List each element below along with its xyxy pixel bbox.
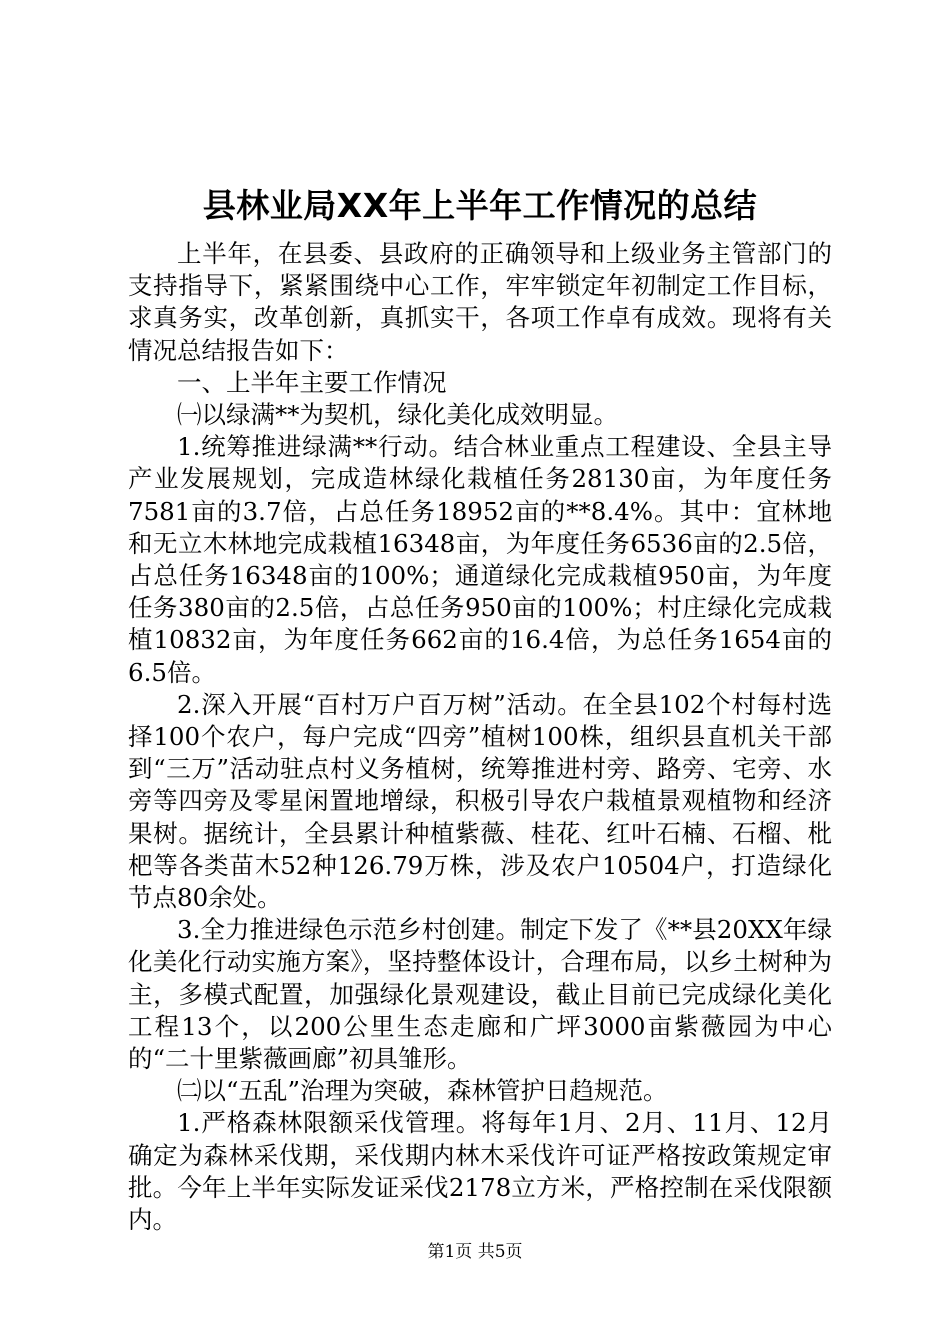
page-number-footer: 第1页 共5页 (427, 1242, 523, 1262)
subsection-heading-greening: ㈠以绿满**为契机，绿化美化成效明显。 (177, 400, 618, 430)
section-heading-main-work: 一、上半年主要工作情况 (177, 367, 447, 397)
document-title: 县林业局XX年上半年工作情况的总结 (202, 186, 758, 225)
document-body (128, 238, 832, 1236)
intro-paragraph: 上半年，在县委、县政府的正确领导和上级业务主管部门的支持指导下，紧紧围绕中心工作，牢牢锁定年初制定工作目标，求真务实，改革创新，真抓实干，各项工作卓有成效。现将有关情况总结报告如下： (128, 239, 832, 365)
paragraph-logging-quota: 1.严格森林限额采伐管理。将每年1月、2月、11月、12月确定为森林采伐期，采伐期内林木采伐许可证严格按政策规定审批。今年上半年实际发证采伐2178立方米，严格控制在采伐限额内。 (128, 1108, 832, 1235)
paragraph-demo-villages: 3.全力推进绿色示范乡村创建。制定下发了《**县20XX年绿化美化行动实施方案》，坚持整体设计，合理布局，以乡土树种为主，多模式配置，加强绿化景观建设，截止目前已完成绿化美化工程13个，以200公里生态走廊和广坪3000亩紫薇园为中心的“二十里紫薇画廊”初具雏形。 (128, 915, 832, 1074)
subsection-heading-forest-protection: ㈡以“五乱”治理为突破，森林管护日趋规范。 (177, 1076, 668, 1106)
paragraph-village-trees: 2.深入开展“百村万户百万树”活动。在全县102个村每村选择100个农户，每户完成“四旁”植树100株，组织县直机关干部到“三万”活动驻点村义务植树，统筹推进村旁、路旁、宅旁、水旁等四旁及零星闲置地增绿，积极引导农户栽植景观植物和经济果树。据统计，全县累计种植紫薇、桂花、红叶石楠、石榴、枇杷等各类苗木52种126.79万株，涉及农户10504户，打造绿化节点80余处。 (128, 689, 832, 913)
paragraph-greening-action: 1.统筹推进绿满**行动。结合林业重点工程建设、全县主导产业发展规划，完成造林绿化栽植任务28130亩，为年度任务7581亩的3.7倍，占总任务18952亩的**8.4%。其中：宜林地和无立木林地完成栽植16348亩，为年度任务6536亩的2.5倍，占总任务16348亩的100%；通道绿化完成栽植950亩，为年度任务380亩的2.5倍，占总任务950亩的100%；村庄绿化完成栽植10832亩，为年度任务662亩的16.4倍，为总任务1654亩的6.5倍。 (128, 432, 832, 687)
document-page (128, 180, 832, 1236)
